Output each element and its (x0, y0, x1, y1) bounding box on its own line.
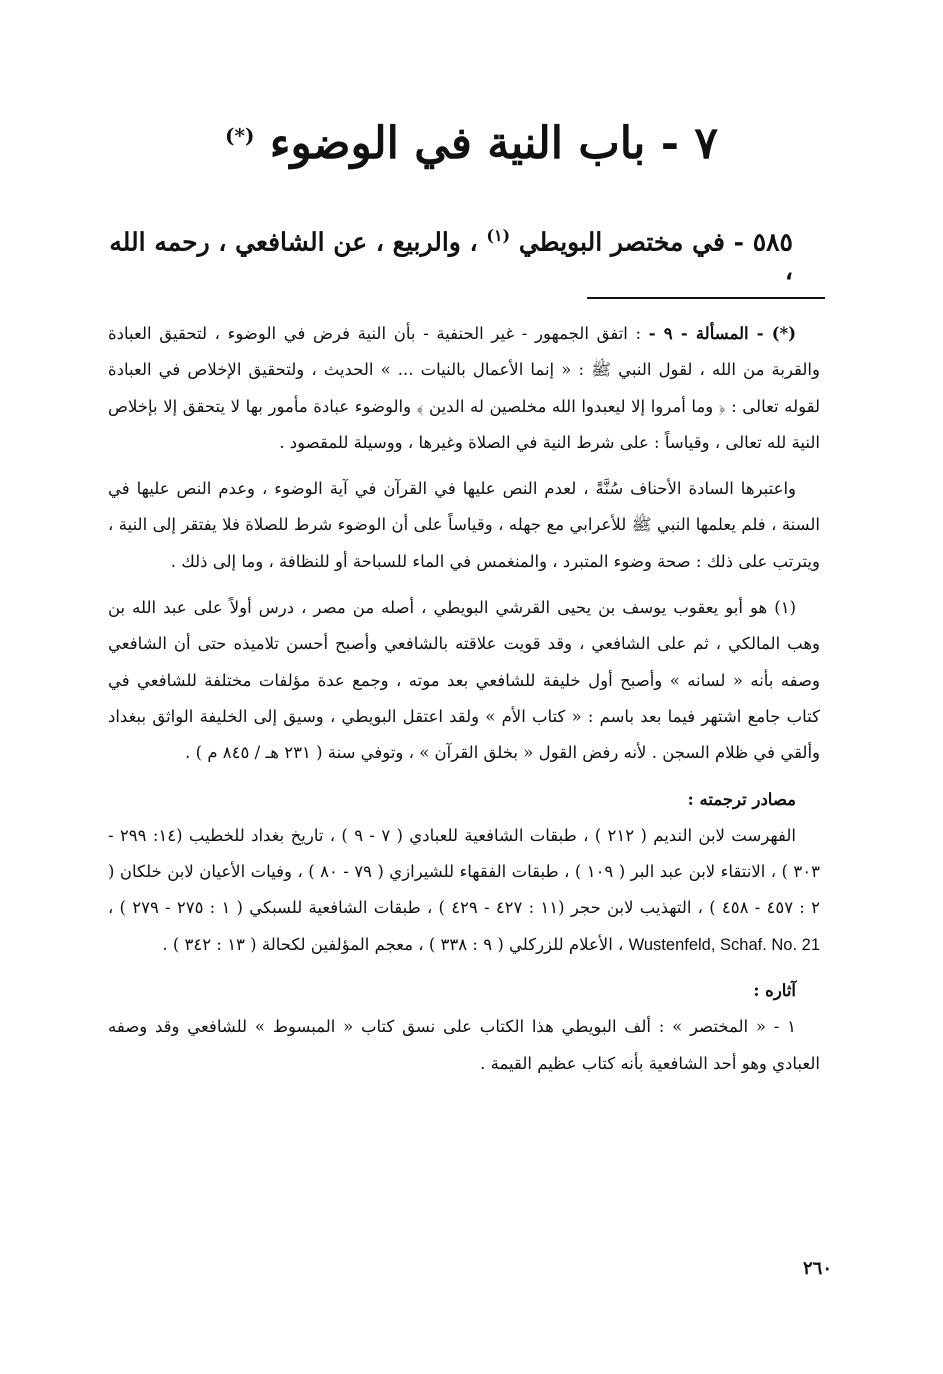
works-text: ١ - « المختصر » : ألف البويطي هذا الكتاب على نسق كتاب « المبسوط » للشافعي وقد وصفه العبادي وهو أحد الشافعية بأنه كتاب عظيم القيمة . (108, 1017, 820, 1073)
sources-text-b: ، الأعلام للزركلي ( ٩ : ٣٣٨ ) ، معجم المؤلفين لكحالة ( ١٣ : ٣٤٢ ) . (162, 934, 624, 954)
page-number: ٢٦٠ (802, 1258, 832, 1279)
footnotes (108, 316, 820, 1092)
footnote-separator (587, 297, 825, 299)
footnote-star-label: (*) - المسألة - ٩ - (648, 324, 797, 343)
sources-list (108, 818, 820, 963)
main-text: ٥٨٥ - في مختصر البويطي (518, 227, 793, 257)
footnote-hanafi: واعتبرها السادة الأحناف سُنَّةً ، لعدم النص عليها في القرآن في آية الوضوء ، وعدم النص عليها في السنة ، فلم يعلمها النبي ﷺ للأعرابي مع جهله ، وقياساً على أن الوضوء شرط للصلاة فلا يفتقر إلى النية ، ويترتب على ذلك : صحة وضوء المتبرد ، والمنغمس في الماء للسباحة أو للنظافة ، وما إلى ذلك . (108, 479, 820, 571)
chapter-title (100, 118, 843, 169)
sources-heading: مصادر ترجمته : (687, 789, 796, 809)
main-text-footnote-ref: (١) (486, 226, 511, 245)
chapter-title-footnote-mark: (*) (225, 123, 255, 148)
chapter-title-text: ٧ - باب النية في الوضوء (269, 118, 718, 169)
sources-text-a: الفهرست لابن النديم ( ٢١٢ ) ، طبقات الشافعية للعبادي ( ٧ - ٩ ) ، تاريخ بغداد للخطيب (١٤: ٢٩٩ - ٣٠٣ ) ، الانتقاء لابن عبد البر ( ١٠٩ ) ، طبقات الفقهاء للشيرازي ( ٧٩ - ٨٠ ) ، وفيات الأعيان لابن خلكان ( ٢ : ٤٥٧ - ٤٥٨ ) ، التهذيب لابن حجر (١١ : ٤٢٧ - ٤٢٩ ) ، طبقات الشافعية للسبكي ( ١ : ٢٧٥ - ٢٧٩ ) ، (108, 825, 820, 918)
main-text-line (93, 226, 793, 285)
footnote-star (108, 316, 820, 461)
sources-latin: Wustenfeld, Schaf. No. 21 (628, 935, 820, 954)
main-text-rest: ، والربيع ، عن الشافعي ، رحمه الله ، (109, 227, 793, 286)
footnote-star-text: : اتفق الجمهور - غير الحنفية - بأن النية فرض في الوضوء ، لتحقيق العبادة والقربة من الله ، لقول النبي ﷺ : « إنما الأعمال بالنيات ... » الحديث ، ولتحقيق الإخلاص في العبادة لقوله تعالى : ﴿ وما أمروا إلا ليعبدوا الله مخلصين له الدين ﴾ والوضوء عبادة مأمور بها لا يتحقق إلا بإخلاص النية لله تعالى ، وقياساً : على شرط النية في الصلاة وغيرها ، ووسيلة للمقصود . (108, 324, 820, 452)
footnote-1: (١) هو أبو يعقوب يوسف بن يحيى القرشي البويطي ، أصله من مصر ، درس أولاً على عبد الله بن وهب المالكي ، ثم على الشافعي ، وقد قويت علاقته بالشافعي وأصبح أحسن تلاميذه حتى أن الشافعي وصفه بأنه « لسانه » وأصبح أول خليفة للشافعي بعد موته ، وجمع عدة مؤلفات مختلفة للشافعي في كتاب جامع اشتهر فيما بعد باسم : « كتاب الأم » ولقد اعتقل البويطي ، وسيق إلى الخليفة الواثق ببغداد وألقي في ظلام السجن . لأنه رفض القول « بخلق القرآن » ، وتوفي سنة ( ٢٣١ هـ / ٨٤٥ م ) . (108, 598, 820, 763)
works-heading: آثاره : (753, 981, 796, 1001)
